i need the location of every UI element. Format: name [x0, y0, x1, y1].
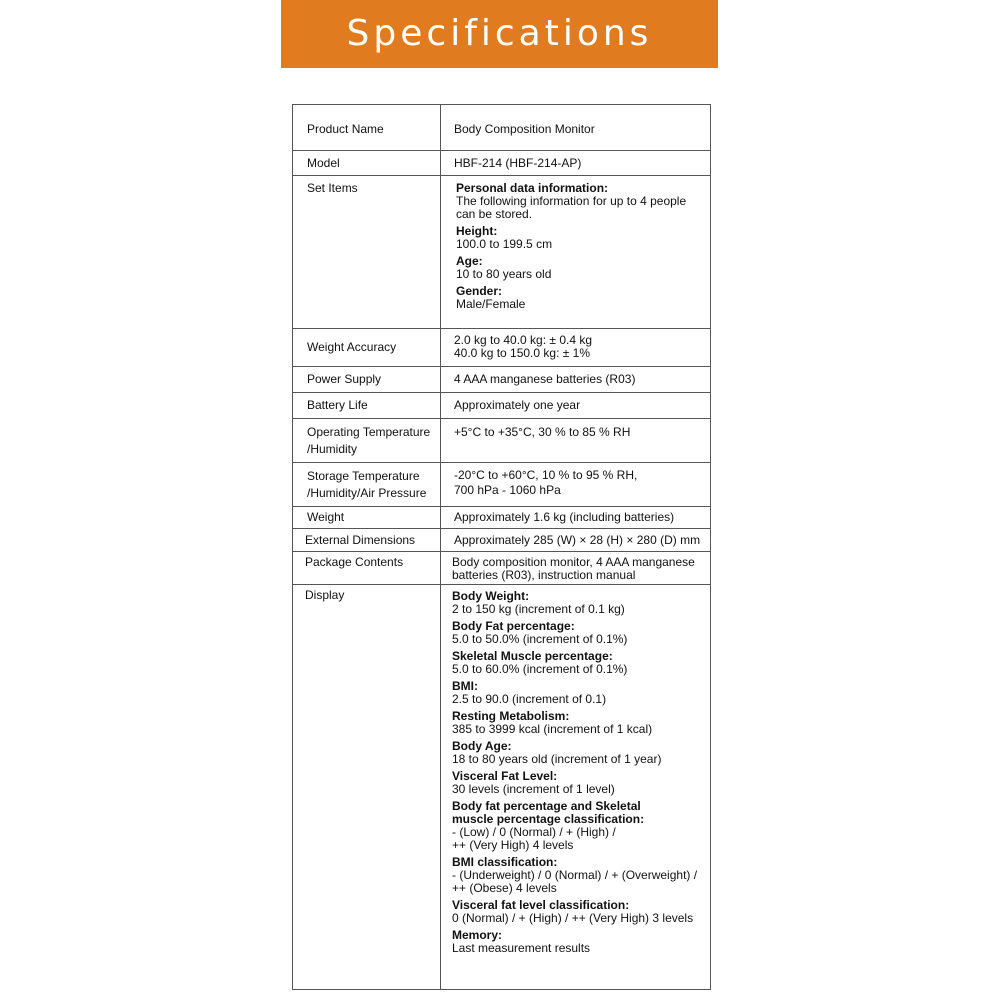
spec-value: Body Composition Monitor	[454, 122, 595, 136]
spec-line: batteries (R03), instruction manual	[452, 568, 636, 582]
spec-value-set-items	[441, 176, 710, 328]
spec-subheading: Visceral Fat Level:	[452, 769, 558, 783]
spec-row-display	[293, 585, 710, 989]
spec-line: -20°C to +60°C, 10 % to 95 % RH,	[454, 468, 638, 482]
spec-subheading: Memory:	[452, 928, 503, 942]
spec-label: Battery Life	[293, 393, 441, 418]
spec-subheading: Body Weight:	[452, 589, 530, 603]
spec-line: Male/Female	[456, 297, 526, 311]
spec-line: can be stored.	[456, 207, 533, 221]
display-item	[452, 590, 704, 616]
spec-line: ++ (Obese) 4 levels	[452, 881, 557, 895]
spec-subheading: BMI classification:	[452, 855, 558, 869]
spec-subheading: Personal data information:	[456, 181, 609, 195]
spec-line: Body composition monitor, 4 AAA manganese	[452, 555, 695, 569]
spec-line: - (Low) / 0 (Normal) / + (High) /	[452, 825, 616, 839]
spec-line: 30 levels (increment of 1 level)	[452, 782, 615, 796]
spec-label: Power Supply	[293, 367, 441, 392]
spec-subheading: Resting Metabolism:	[452, 709, 570, 723]
spec-line: 40.0 kg to 150.0 kg: ± 1%	[454, 346, 591, 360]
display-item	[452, 710, 704, 736]
spec-label: Product Name	[293, 105, 441, 150]
spec-value: Approximately 1.6 kg (including batteries)	[454, 510, 675, 524]
spec-subheading: Visceral fat level classification:	[452, 898, 630, 912]
set-items-gender	[456, 285, 704, 311]
page-title: Specifications	[346, 12, 653, 54]
spec-subheading: Body Age:	[452, 739, 512, 753]
spec-line: 2.0 kg to 40.0 kg: ± 0.4 kg	[454, 333, 593, 347]
spec-line: 10 to 80 years old	[456, 267, 552, 281]
spec-label	[293, 463, 441, 506]
spec-label: Model	[293, 151, 441, 175]
spec-subheading: Body fat percentage and Skeletal muscle percentage classification:	[452, 799, 645, 826]
spec-subheading: BMI:	[452, 679, 478, 693]
spec-subheading: Height:	[456, 224, 498, 238]
spec-row-operating-temperature	[293, 419, 710, 463]
spec-line: ++ (Very High) 4 levels	[452, 838, 574, 852]
spec-line: Last measurement results	[452, 941, 591, 955]
spec-subheading: Skeletal Muscle percentage:	[452, 649, 613, 663]
spec-value	[441, 552, 710, 584]
spec-value: HBF-214 (HBF-214-AP)	[454, 155, 582, 170]
spec-line: - (Underweight) / 0 (Normal) / + (Overweight) /	[452, 868, 698, 882]
spec-row-weight-accuracy	[293, 329, 710, 367]
spec-row-product-name	[293, 105, 710, 151]
spec-line: 5.0 to 60.0% (increment of 0.1%)	[452, 662, 628, 676]
spec-label: Package Contents	[293, 552, 441, 584]
header-banner	[281, 0, 718, 68]
spec-row-battery-life	[293, 393, 710, 419]
set-items-age	[456, 255, 704, 281]
display-item	[452, 680, 704, 706]
spec-line: 100.0 to 199.5 cm	[456, 237, 553, 251]
spec-line: 2.5 to 90.0 (increment of 0.1)	[452, 692, 607, 706]
set-items-height	[456, 225, 704, 251]
spec-label-line: Storage Temperature	[307, 469, 420, 483]
spec-label: External Dimensions	[293, 529, 441, 551]
spec-label-line: Operating Temperature	[307, 425, 431, 439]
display-item	[452, 856, 704, 895]
spec-label: Display	[293, 585, 441, 989]
spec-subheading: Body Fat percentage:	[452, 619, 575, 633]
spec-line: 700 hPa - 1060 hPa	[454, 483, 561, 497]
spec-value: Approximately 285 (W) × 28 (H) × 280 (D) mm	[454, 532, 701, 547]
spec-row-external-dimensions	[293, 529, 710, 552]
spec-value: 4 AAA manganese batteries (R03)	[454, 372, 636, 386]
spec-line: 2 to 150 kg (increment of 0.1 kg)	[452, 602, 625, 616]
spec-value: Approximately one year	[454, 398, 581, 412]
spec-row-package-contents	[293, 552, 710, 585]
spec-label-line: /Humidity/Air Pressure	[307, 486, 427, 500]
spec-value: +5°C to +35°C, 30 % to 85 % RH	[454, 425, 631, 439]
spec-row-storage-temperature	[293, 463, 710, 507]
spec-label: Set Items	[293, 176, 441, 328]
spec-line: 18 to 80 years old (increment of 1 year)	[452, 752, 662, 766]
spec-row-model	[293, 151, 710, 176]
spec-line: 5.0 to 50.0% (increment of 0.1%)	[452, 632, 628, 646]
set-items-personal	[456, 182, 704, 221]
spec-value-display	[441, 585, 710, 989]
spec-label	[293, 419, 441, 462]
display-item	[452, 740, 704, 766]
spec-value	[441, 329, 710, 366]
display-item	[452, 899, 704, 925]
display-item	[452, 770, 704, 796]
display-item	[452, 620, 704, 646]
spec-line: The following information for up to 4 people	[456, 194, 687, 208]
spec-subheading: Age:	[456, 254, 483, 268]
display-item	[452, 650, 704, 676]
spec-row-power-supply	[293, 367, 710, 393]
spec-row-weight	[293, 507, 710, 529]
specifications-table	[292, 104, 711, 990]
spec-line: 385 to 3999 kcal (increment of 1 kcal)	[452, 722, 653, 736]
spec-line: 0 (Normal) / + (High) / ++ (Very High) 3 levels	[452, 911, 694, 925]
spec-label: Weight	[293, 507, 441, 528]
spec-row-set-items	[293, 176, 710, 329]
display-item	[452, 929, 704, 955]
spec-label: Weight Accuracy	[293, 329, 441, 366]
spec-value	[441, 463, 710, 506]
spec-subheading: Gender:	[456, 284, 503, 298]
display-item	[452, 800, 704, 852]
spec-label-line: /Humidity	[307, 442, 358, 456]
